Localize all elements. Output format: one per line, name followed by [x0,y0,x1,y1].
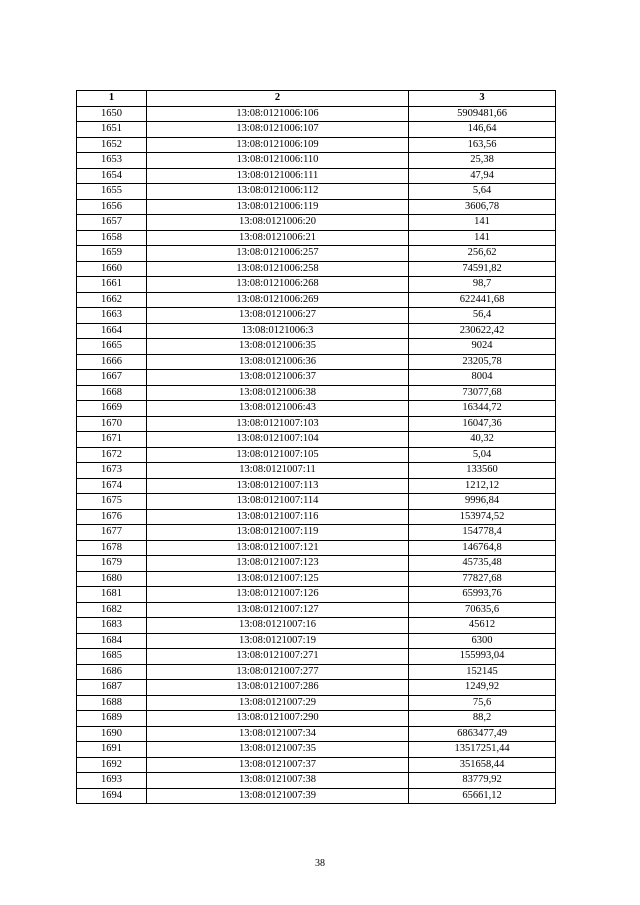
row-number-cell: 1662 [77,292,147,308]
row-number-cell: 1680 [77,571,147,587]
table-row [77,184,556,200]
cadastral-number-cell: 13:08:0121006:43 [147,401,409,417]
table-row [77,385,556,401]
cadastral-number-cell: 13:08:0121006:37 [147,370,409,386]
row-number-cell: 1655 [77,184,147,200]
row-number-cell: 1650 [77,106,147,122]
row-number-cell: 1685 [77,649,147,665]
cadastral-number-cell: 13:08:0121006:257 [147,246,409,262]
table-row [77,354,556,370]
row-number-cell: 1688 [77,695,147,711]
value-cell: 40,32 [409,432,556,448]
row-number-cell: 1654 [77,168,147,184]
value-cell: 146,64 [409,122,556,138]
table-row [77,664,556,680]
value-cell: 73077,68 [409,385,556,401]
row-number-cell: 1653 [77,153,147,169]
table-row [77,106,556,122]
cadastral-number-cell: 13:08:0121007:121 [147,540,409,556]
table-row [77,463,556,479]
row-number-cell: 1652 [77,137,147,153]
value-cell: 75,6 [409,695,556,711]
value-cell: 256,62 [409,246,556,262]
table-row [77,757,556,773]
row-number-cell: 1663 [77,308,147,324]
cadastral-number-cell: 13:08:0121007:16 [147,618,409,634]
cadastral-number-cell: 13:08:0121007:290 [147,711,409,727]
value-cell: 13517251,44 [409,742,556,758]
value-cell: 3606,78 [409,199,556,215]
table-row [77,602,556,618]
row-number-cell: 1671 [77,432,147,448]
value-cell: 45735,48 [409,556,556,572]
cadastral-number-cell: 13:08:0121006:36 [147,354,409,370]
table-row [77,649,556,665]
value-cell: 1249,92 [409,680,556,696]
value-cell: 153974,52 [409,509,556,525]
row-number-cell: 1684 [77,633,147,649]
cadastral-number-cell: 13:08:0121007:37 [147,757,409,773]
cadastral-number-cell: 13:08:0121006:111 [147,168,409,184]
page-number: 38 [315,858,325,869]
value-cell: 16047,36 [409,416,556,432]
value-cell: 23205,78 [409,354,556,370]
table-row [77,339,556,355]
value-cell: 9024 [409,339,556,355]
row-number-cell: 1675 [77,494,147,510]
value-cell: 83779,92 [409,773,556,789]
cadastral-number-cell: 13:08:0121007:114 [147,494,409,510]
row-number-cell: 1664 [77,323,147,339]
row-number-cell: 1677 [77,525,147,541]
header-col-3: 3 [409,91,556,107]
table-row [77,432,556,448]
value-cell: 133560 [409,463,556,479]
cadastral-number-cell: 13:08:0121007:19 [147,633,409,649]
row-number-cell: 1691 [77,742,147,758]
table-row [77,618,556,634]
row-number-cell: 1651 [77,122,147,138]
value-cell: 47,94 [409,168,556,184]
value-cell: 154778,4 [409,525,556,541]
table-row [77,711,556,727]
cadastral-number-cell: 13:08:0121007:29 [147,695,409,711]
row-number-cell: 1660 [77,261,147,277]
value-cell: 77827,68 [409,571,556,587]
cadastral-number-cell: 13:08:0121007:104 [147,432,409,448]
cadastral-number-cell: 13:08:0121007:123 [147,556,409,572]
value-cell: 5,04 [409,447,556,463]
row-number-cell: 1678 [77,540,147,556]
row-number-cell: 1681 [77,587,147,603]
row-number-cell: 1668 [77,385,147,401]
table-row [77,633,556,649]
table-body [77,106,556,804]
row-number-cell: 1674 [77,478,147,494]
value-cell: 152145 [409,664,556,680]
table-row [77,122,556,138]
cadastral-number-cell: 13:08:0121006:268 [147,277,409,293]
value-cell: 141 [409,230,556,246]
table-row [77,370,556,386]
row-number-cell: 1665 [77,339,147,355]
row-number-cell: 1661 [77,277,147,293]
table-row [77,773,556,789]
value-cell: 65993,76 [409,587,556,603]
value-cell: 6863477,49 [409,726,556,742]
value-cell: 146764,8 [409,540,556,556]
table-row [77,215,556,231]
cadastral-number-cell: 13:08:0121007:127 [147,602,409,618]
table-row [77,153,556,169]
row-number-cell: 1659 [77,246,147,262]
value-cell: 56,4 [409,308,556,324]
cadastral-number-cell: 13:08:0121007:271 [147,649,409,665]
table-row [77,494,556,510]
table-row [77,323,556,339]
row-number-cell: 1679 [77,556,147,572]
table-row [77,726,556,742]
row-number-cell: 1657 [77,215,147,231]
cadastral-number-cell: 13:08:0121007:38 [147,773,409,789]
cadastral-number-cell: 13:08:0121007:105 [147,447,409,463]
cadastral-number-cell: 13:08:0121006:112 [147,184,409,200]
value-cell: 5909481,66 [409,106,556,122]
cadastral-number-cell: 13:08:0121007:103 [147,416,409,432]
table-row [77,230,556,246]
value-cell: 141 [409,215,556,231]
value-cell: 622441,68 [409,292,556,308]
value-cell: 65661,12 [409,788,556,804]
cadastral-number-cell: 13:08:0121007:34 [147,726,409,742]
cadastral-number-cell: 13:08:0121007:119 [147,525,409,541]
data-table [76,90,556,804]
table-row [77,246,556,262]
table-row [77,308,556,324]
value-cell: 98,7 [409,277,556,293]
header-col-2: 2 [147,91,409,107]
table-row [77,788,556,804]
cadastral-number-cell: 13:08:0121006:3 [147,323,409,339]
cadastral-number-cell: 13:08:0121006:27 [147,308,409,324]
table-row [77,199,556,215]
cadastral-number-cell: 13:08:0121006:119 [147,199,409,215]
header-col-1: 1 [77,91,147,107]
row-number-cell: 1667 [77,370,147,386]
cadastral-number-cell: 13:08:0121006:109 [147,137,409,153]
table-row [77,695,556,711]
cadastral-number-cell: 13:08:0121006:20 [147,215,409,231]
cadastral-number-cell: 13:08:0121007:113 [147,478,409,494]
table-row [77,509,556,525]
value-cell: 6300 [409,633,556,649]
table-row [77,401,556,417]
cadastral-number-cell: 13:08:0121007:126 [147,587,409,603]
value-cell: 88,2 [409,711,556,727]
row-number-cell: 1676 [77,509,147,525]
row-number-cell: 1682 [77,602,147,618]
row-number-cell: 1689 [77,711,147,727]
row-number-cell: 1686 [77,664,147,680]
cadastral-number-cell: 13:08:0121007:35 [147,742,409,758]
table-row [77,168,556,184]
row-number-cell: 1692 [77,757,147,773]
cadastral-number-cell: 13:08:0121006:106 [147,106,409,122]
row-number-cell: 1669 [77,401,147,417]
value-cell: 230622,42 [409,323,556,339]
cadastral-number-cell: 13:08:0121007:286 [147,680,409,696]
table-row [77,556,556,572]
value-cell: 16344,72 [409,401,556,417]
value-cell: 70635,6 [409,602,556,618]
row-number-cell: 1673 [77,463,147,479]
cadastral-number-cell: 13:08:0121007:277 [147,664,409,680]
value-cell: 5,64 [409,184,556,200]
row-number-cell: 1658 [77,230,147,246]
table-row [77,447,556,463]
row-number-cell: 1693 [77,773,147,789]
cadastral-number-cell: 13:08:0121007:39 [147,788,409,804]
table-row [77,540,556,556]
row-number-cell: 1694 [77,788,147,804]
table-row [77,416,556,432]
table-row [77,292,556,308]
row-number-cell: 1672 [77,447,147,463]
row-number-cell: 1670 [77,416,147,432]
table-row [77,261,556,277]
cadastral-number-cell: 13:08:0121007:11 [147,463,409,479]
table-row [77,137,556,153]
row-number-cell: 1666 [77,354,147,370]
cadastral-number-cell: 13:08:0121007:116 [147,509,409,525]
table-row [77,277,556,293]
value-cell: 1212,12 [409,478,556,494]
table-row [77,571,556,587]
cadastral-number-cell: 13:08:0121006:258 [147,261,409,277]
value-cell: 74591,82 [409,261,556,277]
value-cell: 8004 [409,370,556,386]
cadastral-number-cell: 13:08:0121006:38 [147,385,409,401]
value-cell: 351658,44 [409,757,556,773]
cadastral-number-cell: 13:08:0121006:110 [147,153,409,169]
cadastral-number-cell: 13:08:0121006:21 [147,230,409,246]
cadastral-number-cell: 13:08:0121006:107 [147,122,409,138]
value-cell: 25,38 [409,153,556,169]
value-cell: 9996,84 [409,494,556,510]
table-row [77,525,556,541]
table-header [77,91,556,107]
value-cell: 45612 [409,618,556,634]
header-row [77,91,556,107]
table-row [77,478,556,494]
cadastral-number-cell: 13:08:0121006:35 [147,339,409,355]
value-cell: 155993,04 [409,649,556,665]
table-row [77,742,556,758]
cadastral-number-cell: 13:08:0121007:125 [147,571,409,587]
value-cell: 163,56 [409,137,556,153]
row-number-cell: 1656 [77,199,147,215]
row-number-cell: 1683 [77,618,147,634]
cadastral-number-cell: 13:08:0121006:269 [147,292,409,308]
row-number-cell: 1687 [77,680,147,696]
table-row [77,680,556,696]
table-row [77,587,556,603]
row-number-cell: 1690 [77,726,147,742]
